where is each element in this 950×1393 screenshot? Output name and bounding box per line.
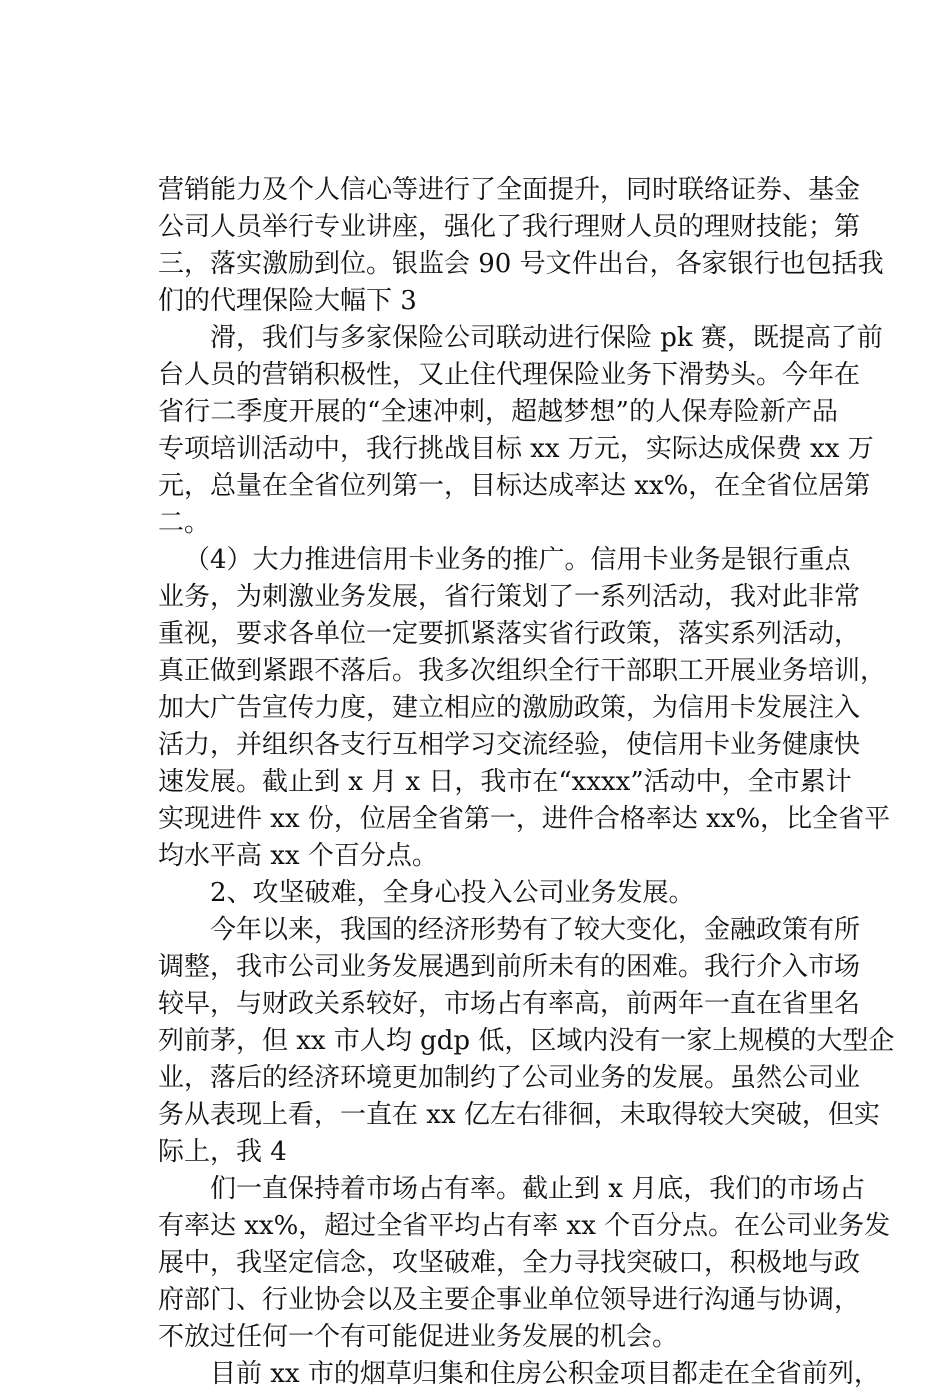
text-line: 滑，我们与多家保险公司联动进行保险 pk 赛，既提高了前 <box>210 323 883 353</box>
text-line: 不放过任何一个有可能促进业务发展的机会。 <box>158 1322 679 1352</box>
text-line: 三，落实激励到位。银监会 90 号文件出台，各家银行也包括我 <box>158 249 884 279</box>
text-line: 调整，我市公司业务发展遇到前所未有的困难。我行介入市场 <box>158 952 861 982</box>
text-line: 列前茅，但 xx 市人均 gdp 低，区域内没有一家上规模的大型企 <box>158 1026 895 1056</box>
text-line: 公司人员举行专业讲座，强化了我行理财人员的理财技能；第 <box>158 212 861 242</box>
text-line: 省行二季度开展的“全速冲刺，超越梦想”的人保寿险新产品 <box>158 397 838 427</box>
text-line: 目前 xx 市的烟草归集和住房公积金项目都走在全省前列， <box>210 1359 880 1389</box>
text-line: 较早，与财政关系较好，市场占有率高，前两年一直在省里名 <box>158 989 861 1019</box>
text-line: 均水平高 xx 个百分点。 <box>158 841 438 871</box>
text-line: 真正做到紧跟不落后。我多次组织全行干部职工开展业务培训， <box>158 656 887 686</box>
text-line: 重视，要求各单位一定要抓紧落实省行政策，落实系列活动， <box>158 619 861 649</box>
text-line: 元，总量在全省位列第一，目标达成率达 xx%，在全省位居第 <box>158 471 871 501</box>
text-line: 活力，并组织各支行互相学习交流经验，使信用卡业务健康快 <box>158 730 861 760</box>
text-line: 今年以来，我国的经济形势有了较大变化，金融政策有所 <box>210 915 861 945</box>
text-line: 们一直保持着市场占有率。截止到 x 月底，我们的市场占 <box>210 1174 866 1204</box>
text-line: 二。 <box>158 508 211 538</box>
text-line: 台人员的营销积极性，又止住代理保险业务下滑势头。今年在 <box>158 360 861 390</box>
text-line: 有率达 xx%，超过全省平均占有率 xx 个百分点。在公司业务发 <box>158 1211 891 1241</box>
text-line: 实现进件 xx 份，位居全省第一，进件合格率达 xx%，比全省平 <box>158 804 891 834</box>
text-line: （4）大力推进信用卡业务的推广。信用卡业务是银行重点 <box>184 545 851 575</box>
section-heading: 2、攻坚破难，全身心投入公司业务发展。 <box>210 878 695 908</box>
text-line: 府部门、行业协会以及主要企事业单位领导进行沟通与协调， <box>158 1285 861 1315</box>
text-line: 们的代理保险大幅下 3 <box>158 286 417 316</box>
text-line: 专项培训活动中，我行挑战目标 xx 万元，实际达成保费 xx 万 <box>158 434 874 464</box>
text-line: 务从表现上看，一直在 xx 亿左右徘徊，未取得较大突破，但实 <box>158 1100 880 1130</box>
text-line: 加大广告宣传力度，建立相应的激励政策，为信用卡发展注入 <box>158 693 861 723</box>
text-line: 业，落后的经济环境更加制约了公司业务的发展。虽然公司业 <box>158 1063 861 1093</box>
text-line: 展中，我坚定信念，攻坚破难，全力寻找突破口，积极地与政 <box>158 1248 861 1278</box>
document-body <box>158 172 895 1393</box>
text-line: 际上，我 4 <box>158 1137 287 1167</box>
text-line: 速发展。截止到 x 月 x 日，我市在“xxxx”活动中，全市累计 <box>158 767 852 797</box>
text-line: 营销能力及个人信心等进行了全面提升，同时联络证券、基金 <box>158 175 861 205</box>
text-line: 业务，为刺激业务发展，省行策划了一系列活动，我对此非常 <box>158 582 861 612</box>
